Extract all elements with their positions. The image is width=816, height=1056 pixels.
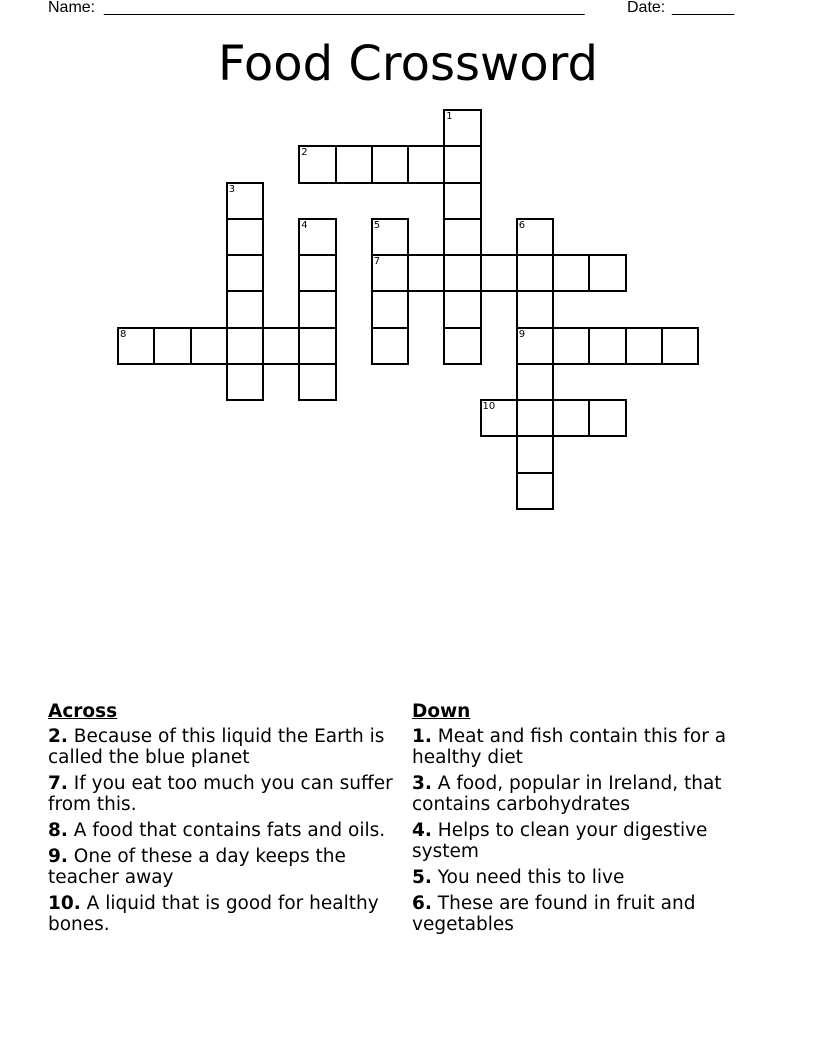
crossword-cell[interactable] (371, 218, 409, 256)
crossword-cell[interactable] (407, 145, 445, 183)
crossword-cell[interactable] (226, 363, 264, 401)
across-heading: Across (48, 701, 118, 722)
crossword-cell[interactable] (371, 327, 409, 365)
crossword-cell[interactable] (226, 327, 264, 365)
crossword-cell[interactable] (226, 182, 264, 220)
down-heading: Down (412, 701, 471, 722)
clue-down-6 (412, 893, 768, 935)
crossword-cell[interactable] (516, 435, 554, 473)
clue-number: 5. (412, 867, 432, 888)
clue-across-7 (48, 773, 404, 815)
clue-number: 8. (48, 820, 68, 841)
clue-number: 9. (48, 846, 68, 867)
clue-text: Helps to clean your digestive system (412, 820, 708, 862)
crossword-cell[interactable] (117, 327, 155, 365)
clue-text: You need this to live (431, 867, 625, 888)
crossword-cell[interactable] (443, 182, 481, 220)
clue-number-label: 10 (482, 401, 496, 412)
crossword-cell[interactable] (298, 218, 336, 256)
crossword-cell[interactable] (443, 290, 481, 328)
clue-text: A food, popular in Ireland, that contains carbohydrates (412, 773, 722, 815)
clue-number: 7. (48, 773, 68, 794)
crossword-cell[interactable] (371, 145, 409, 183)
crossword-cell[interactable] (226, 254, 264, 292)
crossword-cell[interactable] (298, 254, 336, 292)
clue-down-5 (412, 867, 768, 888)
clue-text: If you eat too much you can suffer from this. (48, 773, 393, 815)
crossword-cell[interactable] (371, 290, 409, 328)
page-title: Food Crossword (218, 36, 598, 92)
clue-number: 2. (48, 726, 68, 747)
crossword-cell[interactable] (516, 254, 554, 292)
clue-number-label: 1 (446, 111, 453, 122)
clue-number: 6. (412, 893, 432, 914)
date-label: Date: (627, 0, 666, 16)
crossword-cell[interactable] (516, 363, 554, 401)
crossword-cell[interactable] (190, 327, 228, 365)
clue-number-label: 5 (373, 219, 381, 231)
crossword-cell[interactable] (661, 327, 699, 365)
date-field[interactable]: _______ (672, 0, 735, 16)
clue-down-4 (412, 820, 768, 862)
crossword-cell[interactable] (516, 327, 554, 365)
clue-number-label: 6 (518, 219, 526, 231)
crossword-cell[interactable] (480, 399, 518, 437)
clue-number: 3. (412, 773, 432, 794)
clue-text: Meat and fish contain this for a healthy diet (412, 726, 727, 768)
clue-number-label: 9 (518, 328, 526, 340)
clue-number: 10. (48, 893, 81, 914)
clue-text: Because of this liquid the Earth is called the blue planet (48, 726, 385, 768)
crossword-cell[interactable] (443, 327, 481, 365)
crossword-cell[interactable] (371, 254, 409, 292)
crossword-cell[interactable] (588, 399, 626, 437)
clue-number-label: 4 (301, 219, 308, 231)
crossword-cell[interactable] (552, 399, 590, 437)
crossword-cell[interactable] (516, 472, 554, 510)
crossword-cell[interactable] (298, 145, 336, 183)
crossword-cell[interactable] (443, 145, 481, 183)
clue-text: These are found in fruit and vegetables (412, 893, 696, 935)
crossword-cell[interactable] (298, 363, 336, 401)
clue-text: One of these a day keeps the teacher away (48, 846, 346, 888)
crossword-cell[interactable] (443, 109, 481, 147)
crossword-cell[interactable] (588, 254, 626, 292)
clue-across-9 (48, 846, 404, 888)
clue-across-2 (48, 726, 404, 768)
clue-number: 4. (412, 820, 432, 841)
crossword-cell[interactable] (516, 399, 554, 437)
crossword-cell[interactable] (552, 254, 590, 292)
crossword-cell[interactable] (588, 327, 626, 365)
clue-number-label: 2 (301, 147, 308, 159)
crossword-cell[interactable] (443, 254, 481, 292)
crossword-cell[interactable] (226, 218, 264, 256)
clue-down-1 (412, 726, 768, 768)
clue-text: A liquid that is good for healthy bones. (48, 893, 379, 935)
crossword-cell[interactable] (298, 327, 336, 365)
crossword-cell[interactable] (480, 254, 518, 292)
name-field[interactable]: ______________________________________________________ (104, 0, 585, 16)
clue-across-10 (48, 893, 404, 935)
clue-across-8 (48, 820, 404, 841)
clue-number-label: 3 (228, 183, 236, 195)
crossword-cell[interactable] (335, 145, 373, 183)
across-clues (48, 701, 404, 940)
crossword-cell[interactable] (443, 218, 481, 256)
crossword-cell[interactable] (262, 327, 300, 365)
crossword-cell[interactable] (226, 290, 264, 328)
clue-down-3 (412, 773, 768, 815)
down-clues (412, 701, 768, 940)
clue-text: A food that contains fats and oils. (67, 820, 386, 841)
crossword-cell[interactable] (298, 290, 336, 328)
crossword-cell[interactable] (516, 290, 554, 328)
clue-number-label: 8 (120, 328, 127, 340)
clue-number: 1. (412, 726, 432, 747)
crossword-cell[interactable] (516, 218, 554, 256)
crossword-cell[interactable] (407, 254, 445, 292)
clue-number-label: 7 (373, 256, 381, 267)
crossword-cell[interactable] (625, 327, 663, 365)
crossword-cell[interactable] (552, 327, 590, 365)
crossword-cell[interactable] (153, 327, 191, 365)
name-label: Name: (48, 0, 96, 16)
